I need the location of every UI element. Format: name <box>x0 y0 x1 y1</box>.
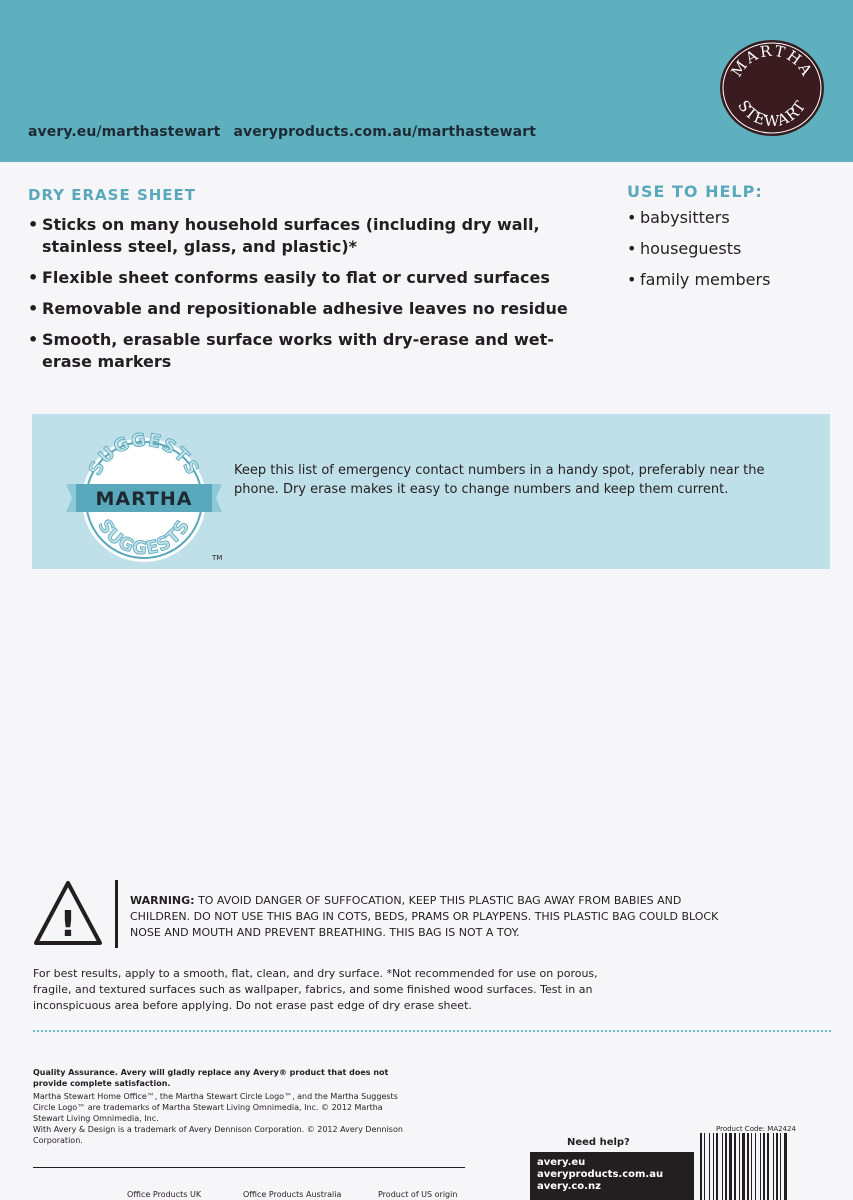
feature-item: • Smooth, erasable surface works with dry-erase and wet-erase markers <box>28 329 588 373</box>
warning-label: WARNING: <box>130 894 195 907</box>
header-band <box>0 0 853 162</box>
martha-stewart-logo <box>718 38 826 138</box>
barcode-bar <box>767 1133 769 1200</box>
url-au: averyproducts.com.au/marthastewart <box>233 124 537 140</box>
features-section <box>28 186 588 382</box>
suggest-text: Keep this list of emergency contact numbers in a handy spot, preferably near the phone. Dry erase makes it easy to change numbers and keep them current. <box>234 463 765 497</box>
help-link[interactable]: averyproducts.com.au <box>537 1169 664 1180</box>
feature-item: • Removable and repositionable adhesive leaves no residue <box>28 298 588 320</box>
origin-us: Product of US origin <box>378 1190 458 1199</box>
help-links-box <box>530 1152 694 1200</box>
barcode-bar <box>773 1133 774 1200</box>
barcode-bar <box>704 1133 705 1200</box>
tm-mark: TM <box>212 554 223 562</box>
barcode-bar <box>729 1133 732 1200</box>
warning-triangle-icon <box>33 880 103 946</box>
best-results-text: For best results, apply to a smooth, flat, clean, and dry surface. *Not recommended for use on porous, fragile, and textured surfaces such as wallpaper, fabrics, and some finished wood surfaces. Test in an inconspicuous area before applying. Do not erase past edge of dry erase sheet. <box>33 967 598 1012</box>
quality-assurance: Quality Assurance. Avery will gladly replace any Avery® product that does not provide complete satisfaction. <box>33 1068 389 1088</box>
origin-uk: Office Products UK <box>127 1190 202 1199</box>
origin-au: Office Products Australia <box>243 1190 342 1199</box>
warning-glyph: ! <box>59 904 77 945</box>
feature-item: • Flexible sheet conforms easily to flat or curved surfaces <box>28 267 588 289</box>
barcode-bar <box>751 1133 752 1200</box>
ring-bottom-text: SUGGESTS <box>93 515 195 560</box>
barcode-bar <box>722 1133 723 1200</box>
martha-suggests-box <box>32 414 830 569</box>
use-item: • babysitters <box>627 207 827 229</box>
barcode-bar <box>742 1133 745 1200</box>
url-eu: avery.eu/marthastewart <box>28 124 221 140</box>
dotted-divider <box>33 1030 831 1032</box>
header-urls <box>28 124 536 140</box>
barcode-bar <box>739 1133 740 1200</box>
use-to-help-title: USE TO HELP: <box>627 182 763 201</box>
trademark-notice: Martha Stewart Home Office™, the Martha Stewart Circle Logo™, and the Martha Suggests Circle Logo™ are trademarks of Martha Stewart Living Omnimedia, Inc. © 2012 Martha Stewart Living Omnimedia, Inc. <box>33 1092 398 1123</box>
use-to-help-list <box>627 207 827 291</box>
barcode-bar <box>763 1133 765 1200</box>
barcode-bar <box>725 1133 727 1200</box>
barcode-bar <box>755 1133 756 1200</box>
ring-top-text: SUGGESTS <box>84 432 204 480</box>
logo-top-text: MARTHA <box>727 41 817 81</box>
logo-bottom-text: STEWART <box>734 96 810 131</box>
help-link[interactable]: avery.co.nz <box>537 1181 601 1192</box>
barcode-bar <box>776 1133 778 1200</box>
barcode-bar <box>734 1133 736 1200</box>
feature-item: • Sticks on many household surfaces (including dry wall, stainless steel, glass, and plastic)* <box>28 214 588 258</box>
product-code: Product Code: MA2424 <box>716 1125 796 1133</box>
warning-body: TO AVOID DANGER OF SUFFOCATION, KEEP THIS PLASTIC BAG AWAY FROM BABIES AND CHILDREN. DO NOT USE THIS BAG IN COTS, BEDS, PRAMS OR PLAYPENS. THIS PLASTIC BAG COULD BLOCK NOSE AND MOUTH AND PREVENT BREATHING. THIS BAG IS NOT A TOY. <box>130 894 719 939</box>
features-title: DRY ERASE SHEET <box>28 186 197 204</box>
need-help-label: Need help? <box>567 1137 630 1148</box>
barcode-image <box>698 1133 828 1200</box>
signature-line <box>33 1167 465 1168</box>
features-list <box>28 214 588 373</box>
help-link[interactable]: avery.eu <box>537 1157 586 1168</box>
use-to-help-section <box>627 182 827 300</box>
warning-divider <box>115 880 118 948</box>
avery-trademark-notice: With Avery & Design is a trademark of Avery Dennison Corporation. © 2012 Avery Dennison Corporation. <box>33 1125 403 1145</box>
barcode-bar <box>716 1133 718 1200</box>
martha-suggests-logo <box>64 432 224 562</box>
use-item: • houseguests <box>627 238 827 260</box>
warning-text <box>130 893 730 941</box>
use-item: • family members <box>627 269 827 291</box>
martha-banner-text: MARTHA <box>95 488 193 510</box>
barcode-bar <box>700 1133 702 1200</box>
barcode-bar <box>784 1133 787 1200</box>
barcode-bar <box>709 1133 710 1200</box>
barcode-bar <box>747 1133 749 1200</box>
barcode-bar <box>780 1133 781 1200</box>
barcode-bar <box>760 1133 761 1200</box>
barcode-bar <box>713 1133 714 1200</box>
